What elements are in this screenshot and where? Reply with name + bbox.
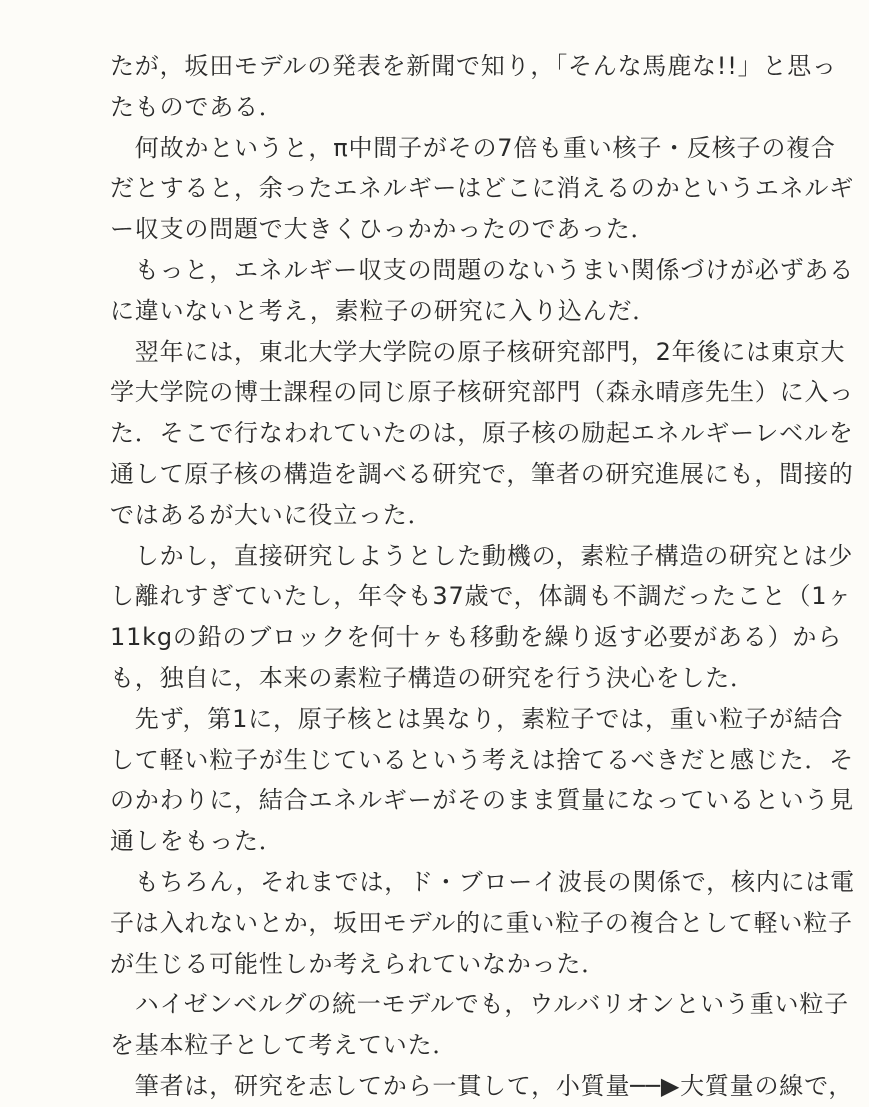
text-line: たが，坂田モデルの発表を新聞で知り，「そんな馬鹿な!!」と思っ bbox=[110, 52, 837, 80]
text-line: 通しをもった． bbox=[110, 827, 284, 856]
text-line: 通して原子核の構造を調べる研究で，筆者の研究進展にも，間接的 bbox=[110, 459, 854, 488]
text-line: ハイゼンベルグの統一モデルでも，ウルバリオンという重い粒子 bbox=[110, 990, 849, 1019]
text-line: 子は入れないとか，坂田モデル的に重い粒子の複合として軽い粒子 bbox=[110, 908, 853, 937]
text-line: 11kgの鉛のブロックを何十ヶも移動を繰り返す必要がある）から bbox=[110, 623, 842, 652]
text-line: 翌年には，東北大学大学院の原子核研究部門，2年後には東京大 bbox=[110, 337, 846, 366]
text-line: も，独自に，本来の素粒子構造の研究を行う決心をした． bbox=[110, 663, 755, 692]
text-line: が生じる可能性しか考えられていなかった． bbox=[110, 949, 606, 978]
text-line: 学大学院の博士課程の同じ原子核研究部門（森永晴彦先生）に入っ bbox=[110, 378, 854, 407]
text-line: 先ず，第1に，原子核とは異なり，素粒子では，重い粒子が結合 bbox=[110, 704, 844, 733]
text-line: もっと，エネルギー収支の問題のないうまい関係づけが必ずある bbox=[110, 255, 854, 284]
text-line: 筆者は，研究を志してから一貫して，小質量──▶大質量の線で， bbox=[110, 1071, 854, 1100]
text-line: ー収支の問題で大きくひっかかったのであった． bbox=[110, 215, 656, 244]
text-line: た．そこで行なわれていたのは，原子核の励起エネルギーレベルを bbox=[110, 419, 854, 448]
text-line: しかし，直接研究しようとした動機の，素粒子構造の研究とは少 bbox=[110, 541, 854, 570]
body-text bbox=[110, 46, 855, 1107]
text-line: だとすると，余ったエネルギーはどこに消えるのかというエネルギ bbox=[110, 174, 854, 203]
text-line: を基本粒子として考えていた． bbox=[110, 1031, 458, 1060]
text-line: して軽い粒子が生じているという考えは捨てるべきだと感じた．そ bbox=[110, 745, 854, 774]
text-line: に違いないと考え，素粒子の研究に入り込んだ． bbox=[110, 296, 658, 325]
text-line: し離れすぎていたし，年令も37歳で，体調も不調だったこと（1ヶ bbox=[110, 582, 853, 611]
text-line: たものである． bbox=[110, 92, 284, 121]
text-line: のかわりに，結合エネルギーがそのまま質量になっているという見 bbox=[110, 786, 854, 815]
text-line: 何故かというと，π中間子がその7倍も重い核子・反核子の複合 bbox=[110, 133, 836, 162]
text-line: もちろん，それまでは，ド・ブローイ波長の関係で，核内には電 bbox=[110, 867, 855, 896]
text-line: ではあるが大いに役立った． bbox=[110, 500, 433, 529]
